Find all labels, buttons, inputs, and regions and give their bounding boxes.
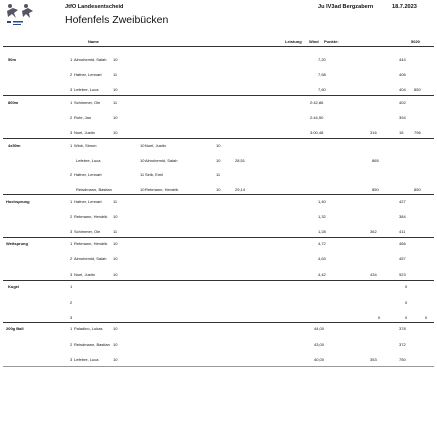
points: 0 bbox=[405, 300, 408, 305]
points: 406 bbox=[399, 72, 406, 77]
points: 0 bbox=[405, 315, 408, 320]
organizer-title: JtfO Landesentscheid bbox=[65, 4, 124, 10]
points: 427 bbox=[399, 199, 406, 204]
points: 444 bbox=[399, 57, 406, 62]
athlete-name: Hafner, Lennart bbox=[74, 199, 102, 204]
event-name: 4x50m bbox=[8, 143, 21, 148]
event-name: Hochsprung bbox=[6, 199, 30, 204]
relay-year-a: 10 bbox=[140, 158, 145, 163]
rank: 2 bbox=[70, 256, 73, 261]
third-place-points: 362 bbox=[370, 229, 377, 234]
school-title: Hofenfels Zweibücken bbox=[65, 14, 169, 26]
meet-name: Ju IV3ad Bergzabern bbox=[318, 4, 374, 10]
result: 2:42,86 bbox=[310, 100, 324, 105]
rank: 2 bbox=[70, 342, 73, 347]
result: 3:00,48 bbox=[310, 130, 324, 135]
relay-runner-a: Reisdmann, Bastian bbox=[76, 187, 112, 192]
relay-year-a: 10 bbox=[140, 187, 145, 192]
birth-year: 10 bbox=[113, 256, 118, 261]
sports-federation-logo-icon bbox=[4, 2, 40, 28]
result: 29,14 bbox=[235, 187, 246, 192]
birth-year: 10 bbox=[113, 115, 118, 120]
event-sum: 850 bbox=[414, 87, 421, 92]
event-name: 200g Ball bbox=[6, 326, 24, 331]
result: 28,51 bbox=[235, 158, 246, 163]
result: 4,63 bbox=[318, 256, 326, 261]
points: 372 bbox=[399, 342, 406, 347]
birth-year: 10 bbox=[113, 57, 118, 62]
event-divider bbox=[3, 194, 434, 195]
rank: 2 bbox=[70, 172, 73, 177]
points: 0 bbox=[405, 284, 408, 289]
rank: 2 bbox=[70, 72, 73, 77]
birth-year: 10 bbox=[113, 326, 118, 331]
rank: 3 bbox=[70, 357, 73, 362]
result: 43,00 bbox=[314, 342, 325, 347]
rank: 3 bbox=[70, 130, 73, 135]
result: 44,00 bbox=[314, 326, 325, 331]
birth-year: 11 bbox=[113, 72, 118, 77]
points: 402 bbox=[399, 100, 406, 105]
athlete-name: Schimmer, Ole bbox=[74, 229, 101, 234]
event-divider bbox=[3, 237, 434, 238]
birth-year: 10 bbox=[113, 357, 118, 362]
rank: 1 bbox=[70, 143, 73, 148]
result: 40,00 bbox=[314, 357, 325, 362]
third-place-points: 0 bbox=[378, 315, 381, 320]
points: 850 bbox=[372, 187, 379, 192]
rank: 1 bbox=[70, 100, 73, 105]
rank: 2 bbox=[70, 115, 73, 120]
event-name: Kugel bbox=[8, 284, 20, 289]
col-punkte-header: Punkte: bbox=[324, 39, 339, 44]
rank: 3 bbox=[70, 87, 73, 92]
athlete-name: Almohemid, Salah bbox=[74, 256, 107, 261]
birth-year: 10 bbox=[113, 241, 118, 246]
result: 7,58 bbox=[318, 72, 326, 77]
relay-year-b: 10 bbox=[216, 158, 221, 163]
rank: 3 bbox=[70, 272, 73, 277]
event-sum: 0 bbox=[425, 315, 428, 320]
third-place-points: 434 bbox=[370, 272, 377, 277]
birth-year: 11 bbox=[113, 229, 118, 234]
athlete-name: Lefebre, Luca bbox=[74, 357, 99, 362]
relay-runner-b: Almohemid, Salah bbox=[145, 158, 178, 163]
points: 378 bbox=[399, 326, 406, 331]
result: 7,60 bbox=[318, 87, 326, 92]
rank: 1 bbox=[70, 241, 73, 246]
relay-runner-b: Noel, Justin bbox=[145, 143, 166, 148]
table-bottom-divider bbox=[3, 366, 434, 367]
col-leistung-header: Leistung bbox=[285, 39, 302, 44]
result: 4,72 bbox=[318, 241, 326, 246]
points: 750 bbox=[399, 357, 406, 362]
result: 1,40 bbox=[318, 199, 326, 204]
points: 457 bbox=[399, 256, 406, 261]
meet-date: 18.7.2023 bbox=[392, 4, 417, 10]
rank: 3 bbox=[70, 315, 73, 320]
athlete-name: Rebmann, Hendrik bbox=[74, 214, 108, 219]
relay-year-b: 10 bbox=[216, 187, 221, 192]
relay-year-b: 11 bbox=[216, 172, 221, 177]
third-place-points: 316 bbox=[370, 130, 377, 135]
points: 15 bbox=[399, 130, 404, 135]
birth-year: 10 bbox=[113, 272, 118, 277]
birth-year: 11 bbox=[113, 100, 118, 105]
relay-runner-a: Hafner, Lennart bbox=[74, 172, 102, 177]
third-place-points: 353 bbox=[370, 357, 377, 362]
athlete-name: Rebmann, Hendrik bbox=[74, 241, 108, 246]
points: 865 bbox=[372, 158, 379, 163]
event-divider bbox=[3, 280, 434, 281]
rank: 2 bbox=[70, 300, 73, 305]
header-divider bbox=[3, 46, 434, 47]
points: 923 bbox=[399, 272, 406, 277]
event-name: 50m bbox=[8, 57, 17, 62]
event-divider bbox=[3, 138, 434, 139]
athlete-name: Reisdmann, Bastian bbox=[74, 342, 110, 347]
points: 411 bbox=[399, 229, 406, 234]
col-wind-header: Wind bbox=[309, 39, 319, 44]
athlete-name: Rohr, Jan bbox=[74, 115, 92, 120]
result: 4,42 bbox=[318, 272, 326, 277]
rank: 1 bbox=[70, 199, 73, 204]
result: 7,20 bbox=[318, 57, 326, 62]
athlete-name: Schimmer, Ole bbox=[74, 100, 101, 105]
relay-runner-b: Seib, Emil bbox=[145, 172, 164, 177]
result: 1,28 bbox=[318, 229, 326, 234]
col-name-header: Name bbox=[88, 39, 99, 44]
relay-year-b: 10 bbox=[216, 143, 221, 148]
birth-year: 10 bbox=[113, 214, 118, 219]
relay-runner-a: Lefebre, Luca bbox=[76, 158, 101, 163]
athlete-name: Lefebre, Luca bbox=[74, 87, 99, 92]
relay-year-a: 10 bbox=[140, 143, 145, 148]
athlete-name: Noel, Justin bbox=[74, 130, 95, 135]
rank: 3 bbox=[70, 229, 73, 234]
relay-year-a: 11 bbox=[140, 172, 145, 177]
rank: 1 bbox=[70, 284, 73, 289]
event-name: 800m bbox=[8, 100, 19, 105]
athlete-name: Noel, Justin bbox=[74, 272, 95, 277]
event-sum: 796 bbox=[414, 130, 421, 135]
points: 466 bbox=[399, 241, 406, 246]
birth-year: 11 bbox=[113, 199, 118, 204]
points: 394 bbox=[399, 115, 406, 120]
rank: 1 bbox=[70, 326, 73, 331]
relay-runner-a: Wink, Simon bbox=[74, 143, 97, 148]
athlete-name: Paladino, Lukas bbox=[74, 326, 103, 331]
result: 1,32 bbox=[318, 214, 326, 219]
logo bbox=[4, 2, 40, 28]
result: 2:44,50 bbox=[310, 115, 324, 120]
relay-runner-b: Rebmann, Hendrik bbox=[145, 187, 179, 192]
event-divider bbox=[3, 95, 434, 96]
event-name: Weitsprung bbox=[6, 241, 28, 246]
rank: 1 bbox=[70, 57, 73, 62]
points: 384 bbox=[399, 214, 406, 219]
birth-year: 10 bbox=[113, 130, 118, 135]
birth-year: 10 bbox=[113, 342, 118, 347]
points: 404 bbox=[399, 87, 406, 92]
event-divider bbox=[3, 322, 434, 323]
rank: 2 bbox=[70, 214, 73, 219]
total-points: 5020 bbox=[411, 39, 420, 44]
athlete-name: Almohemid, Salah bbox=[74, 57, 107, 62]
birth-year: 10 bbox=[113, 87, 118, 92]
athlete-name: Hafner, Lennart bbox=[74, 72, 102, 77]
event-sum: 850 bbox=[414, 187, 421, 192]
